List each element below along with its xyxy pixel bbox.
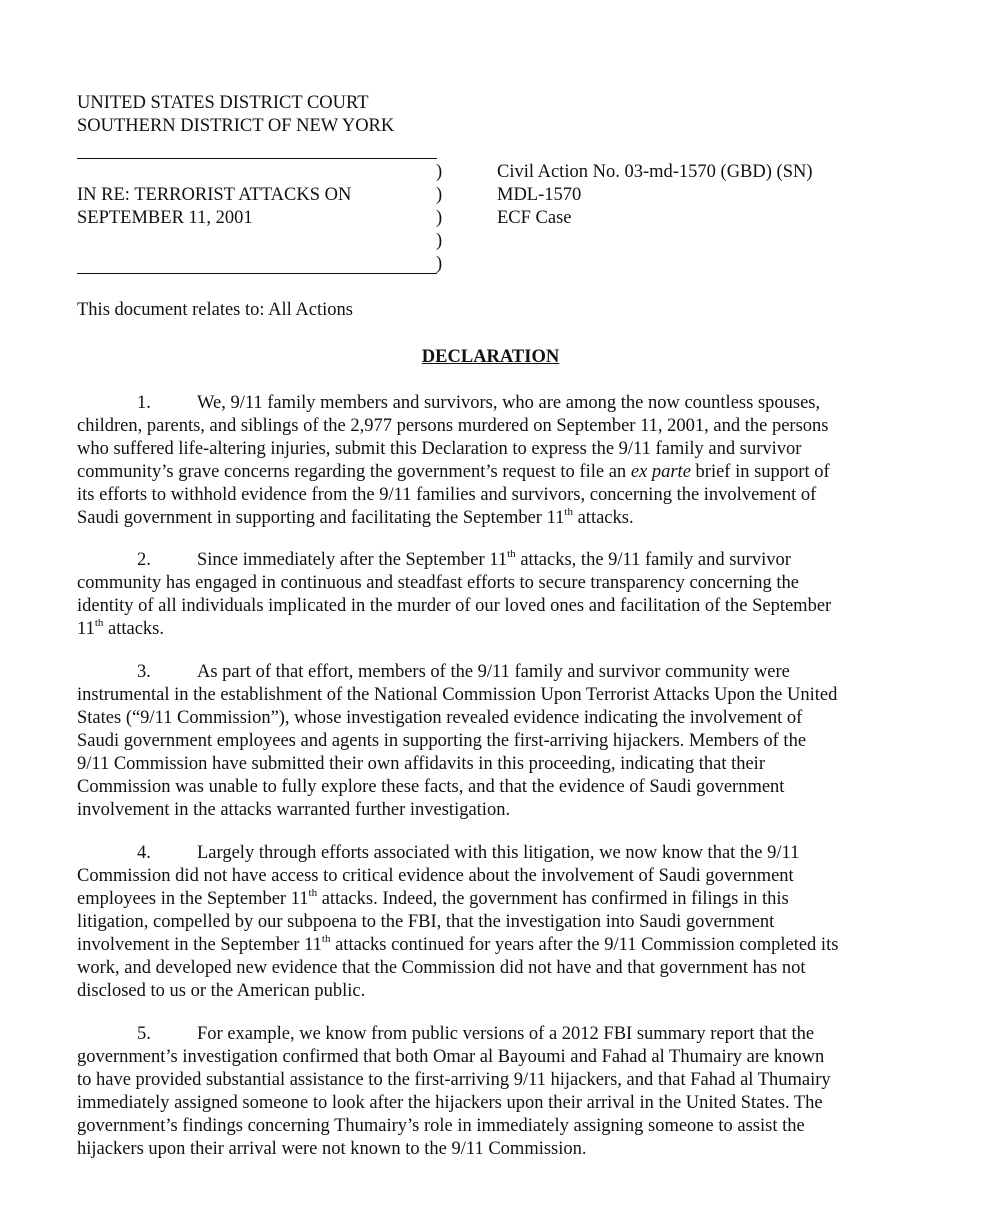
caption-line-2: SEPTEMBER 11, 2001 xyxy=(77,208,253,228)
mdl-number: MDL-1570 xyxy=(497,185,582,205)
ecf-case: ECF Case xyxy=(497,208,572,228)
court-line-2: SOUTHERN DISTRICT OF NEW YORK xyxy=(77,116,395,136)
p3-line: States (“9/11 Commission”), whose investigation revealed evidence indicating the involvement of xyxy=(77,708,803,728)
p5-line xyxy=(77,1023,831,1046)
p4-number: 4. xyxy=(137,843,151,863)
p4-line xyxy=(77,934,838,957)
superscript-th: th xyxy=(564,505,573,518)
p2-line xyxy=(77,549,831,572)
p2-line: community has engaged in continuous and steadfast efforts to secure transparency concerning the xyxy=(77,573,799,593)
p5-line: immediately assigned someone to look after the hijackers upon their arrival in the United States. The xyxy=(77,1093,823,1113)
paren-1: ) xyxy=(436,162,443,182)
p5-number: 5. xyxy=(137,1024,151,1044)
p5-line: hijackers upon their arrival were not known to the 9/11 Commission. xyxy=(77,1139,587,1159)
p3-number: 3. xyxy=(137,662,151,682)
p2-text: 11 xyxy=(77,619,95,639)
p1-line: children, parents, and siblings of the 2,977 persons murdered on September 11, 2001, and the persons xyxy=(77,416,829,436)
p5-line: government’s findings concerning Thumairy’s role in immediately assigning someone to assist the xyxy=(77,1116,805,1136)
p4-line xyxy=(77,888,838,911)
paragraph-3 xyxy=(77,661,837,822)
p3-line: instrumental in the establishment of the National Commission Upon Terrorist Attacks Upon the United xyxy=(77,685,838,705)
superscript-th: th xyxy=(321,932,331,945)
p2-text: Since immediately after the September 11 xyxy=(197,550,508,570)
caption-parentheses xyxy=(436,161,442,276)
superscript-th: th xyxy=(308,886,318,899)
paren-4: ) xyxy=(436,231,443,251)
p1-text: Saudi government in supporting and facilitating the September 11 xyxy=(77,508,565,528)
paragraph-2 xyxy=(77,549,831,641)
paren-2: ) xyxy=(436,185,443,205)
p4-line: disclosed to us or the American public. xyxy=(77,981,366,1001)
p3-line: 9/11 Commission have submitted their own affidavits in this proceeding, indicating that their xyxy=(77,754,765,774)
p3-line: involvement in the attacks warranted further investigation. xyxy=(77,800,511,820)
p1-line: who suffered life-altering injuries, submit this Declaration to express the 9/11 family and survivor xyxy=(77,439,802,459)
p4-line xyxy=(77,842,838,865)
p1-text: community’s grave concerns regarding the government’s request to file an xyxy=(77,462,631,482)
paragraph-5 xyxy=(77,1023,831,1161)
p4-text: Largely through efforts associated with this litigation, we now know that the 9/11 xyxy=(197,843,800,863)
p2-text: attacks. xyxy=(103,619,165,639)
superscript-th: th xyxy=(94,616,104,629)
p4-text: attacks. Indeed, the government has confirmed in filings in this xyxy=(317,889,789,909)
court-name xyxy=(77,92,394,138)
p1-text: brief in support of xyxy=(690,462,830,482)
p4-text: employees in the September 11 xyxy=(77,889,309,909)
paragraph-1 xyxy=(77,392,830,530)
p4-line: Commission did not have access to critical evidence about the involvement of Saudi government xyxy=(77,866,794,886)
p3-line: Saudi government employees and agents in supporting the first-arriving hijackers. Members of the xyxy=(77,731,807,751)
p2-line xyxy=(77,618,831,641)
superscript-th: th xyxy=(507,547,516,560)
civil-action-number: Civil Action No. 03-md-1570 (GBD) (SN) xyxy=(497,162,813,182)
p5-line: government’s investigation confirmed that both Omar al Bayoumi and Fahad al Thumairy are known xyxy=(77,1047,825,1067)
p1-line: its efforts to withhold evidence from the 9/11 families and survivors, concerning the involvement of xyxy=(77,485,817,505)
case-info xyxy=(497,161,813,230)
caption-bottom-rule xyxy=(77,273,437,274)
p5-line: to have provided substantial assistance to the first-arriving 9/11 hijackers, and that Fahad al Thumairy xyxy=(77,1070,831,1090)
paren-5: ) xyxy=(436,254,443,274)
p4-text: attacks continued for years after the 9/11 Commission completed its xyxy=(330,935,839,955)
p1-line xyxy=(77,461,830,484)
paren-3: ) xyxy=(436,208,443,228)
p2-text: attacks, the 9/11 family and survivor xyxy=(515,550,791,570)
p1-text: We, 9/11 family members and survivors, who are among the now countless spouses, xyxy=(197,393,821,413)
p1-line xyxy=(77,507,830,530)
p1-text: attacks. xyxy=(572,508,634,528)
caption-line-1: IN RE: TERRORIST ATTACKS ON xyxy=(77,185,352,205)
caption-top-rule xyxy=(77,158,437,159)
p4-text: involvement in the September 11 xyxy=(77,935,322,955)
p3-line: Commission was unable to fully explore these facts, and that the evidence of Saudi government xyxy=(77,777,785,797)
p3-text: As part of that effort, members of the 9/11 family and survivor community were xyxy=(197,662,790,682)
p2-number: 2. xyxy=(137,550,151,570)
case-caption xyxy=(77,184,351,230)
p4-line: litigation, compelled by our subpoena to the FBI, that the investigation into Saudi government xyxy=(77,912,775,932)
p5-text: For example, we know from public versions of a 2012 FBI summary report that the xyxy=(197,1024,815,1044)
p3-line xyxy=(77,661,837,684)
court-line-1: UNITED STATES DISTRICT COURT xyxy=(77,93,369,113)
p4-line: work, and developed new evidence that the Commission did not have and that government has not xyxy=(77,958,806,978)
paragraph-4 xyxy=(77,842,838,1003)
declaration-heading: DECLARATION xyxy=(421,347,560,367)
document-relates: This document relates to: All Actions xyxy=(77,300,353,320)
p2-line: identity of all individuals implicated in the murder of our loved ones and facilitation of the September xyxy=(77,596,832,616)
ex-parte-italic: ex parte xyxy=(630,462,691,482)
p1-number: 1. xyxy=(137,393,151,413)
p1-line xyxy=(77,392,830,415)
